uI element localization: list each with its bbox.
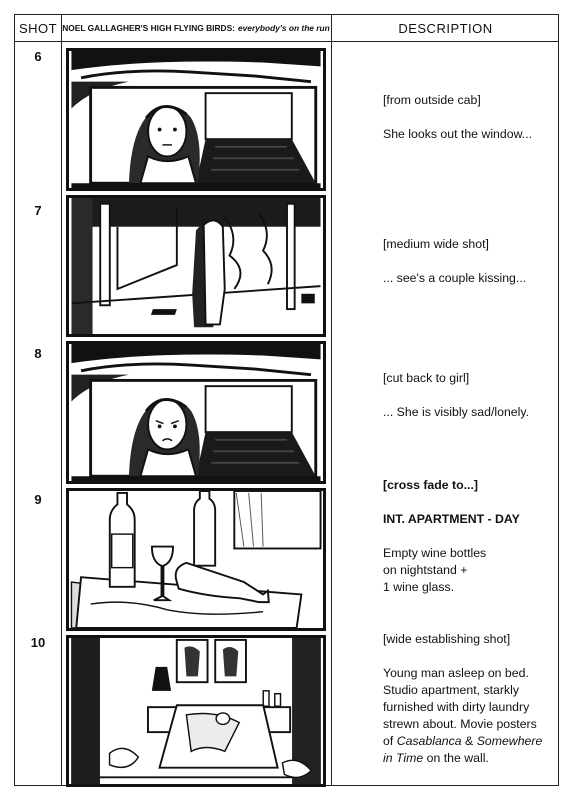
scene-heading: INT. APARTMENT - DAY xyxy=(383,512,520,526)
movie-title: Somewhere xyxy=(476,734,543,748)
text-segment: on the wall. xyxy=(423,751,489,765)
girl-in-cab-drawing xyxy=(69,51,323,188)
shot-6-description xyxy=(383,92,568,143)
storyboard-title xyxy=(61,15,331,41)
shot-10-description xyxy=(383,631,568,767)
shot-action: Studio apartment, starkly xyxy=(383,683,520,697)
young-man-asleep-drawing xyxy=(69,638,323,784)
shot-9-description xyxy=(383,477,568,596)
text-segment: & xyxy=(461,734,477,748)
description-column-header: DESCRIPTION xyxy=(398,20,493,36)
shot-action: on nightstand + xyxy=(383,563,468,577)
shot-column-header: SHOT xyxy=(18,20,58,36)
song-title: everybody's on the run xyxy=(237,23,330,33)
shot-action: She looks out the window... xyxy=(383,127,533,141)
transition-note: [cross fade to...] xyxy=(383,478,478,492)
panel-girl-sad xyxy=(66,341,326,484)
column-divider xyxy=(61,15,62,785)
column-divider xyxy=(331,15,332,785)
shot-number: 6 xyxy=(34,49,42,64)
shot-8-description xyxy=(383,370,568,421)
shot-number: 10 xyxy=(30,635,46,650)
couple-kissing-drawing xyxy=(69,198,323,334)
girl-sad-drawing xyxy=(69,344,323,481)
movie-title: Casablanca xyxy=(396,734,462,748)
shot-7-description xyxy=(383,236,568,287)
header-divider xyxy=(15,41,558,42)
band-name: NOEL GALLAGHER'S HIGH FLYING BIRDS: xyxy=(62,23,235,33)
panel-couple-kissing xyxy=(66,195,326,337)
shot-action: Empty wine bottles xyxy=(383,546,487,560)
movie-title: in Time xyxy=(383,751,424,765)
shot-action: 1 wine glass. xyxy=(383,580,455,594)
panel-girl-in-cab xyxy=(66,48,326,191)
shot-number: 7 xyxy=(34,203,42,218)
shot-action xyxy=(383,750,568,767)
wine-bottles-drawing xyxy=(69,491,323,628)
shot-action: strewn about. Movie posters xyxy=(383,717,537,731)
shot-action: ... She is visibly sad/lonely. xyxy=(383,405,530,419)
storyboard-sheet xyxy=(14,14,559,786)
shot-number: 9 xyxy=(34,492,42,507)
shot-direction: [cut back to girl] xyxy=(383,371,470,385)
text-segment: of xyxy=(383,734,397,748)
shot-direction: [from outside cab] xyxy=(383,93,481,107)
shot-action: Young man asleep on bed. xyxy=(383,666,529,680)
shot-direction: [medium wide shot] xyxy=(383,237,489,251)
shot-action: furnished with dirty laundry xyxy=(383,700,530,714)
shot-action: ... see's a couple kissing... xyxy=(383,271,527,285)
panel-wine-bottles xyxy=(66,488,326,631)
shot-number: 8 xyxy=(34,346,42,361)
shot-direction: [wide establishing shot] xyxy=(383,632,511,646)
panel-young-man-asleep xyxy=(66,635,326,787)
shot-action xyxy=(383,733,568,750)
